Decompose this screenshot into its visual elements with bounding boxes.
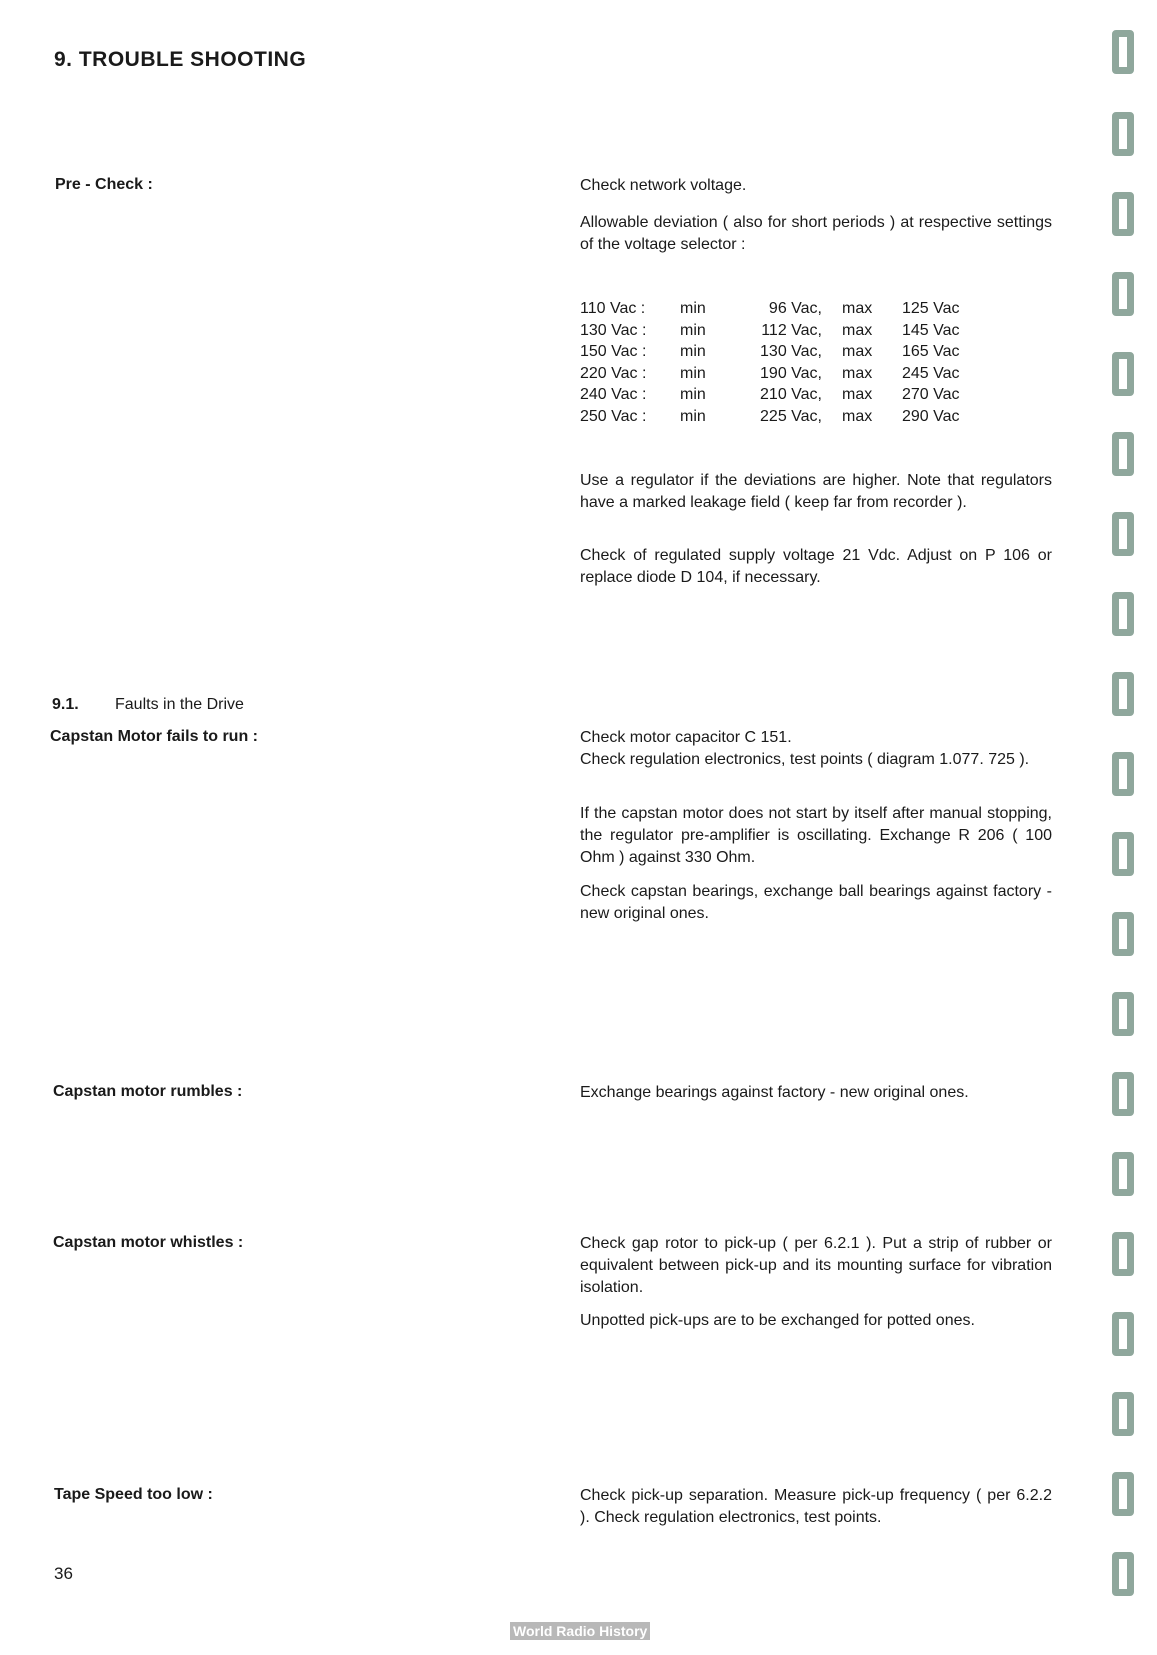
voltage-row: [580, 341, 972, 363]
voltage-max-value: 270 Vac: [902, 386, 960, 404]
voltage-row: [580, 298, 972, 320]
voltage-deviation-table: [580, 298, 972, 428]
voltage-min-label: min: [680, 407, 706, 425]
index-tab: [1112, 1312, 1134, 1356]
voltage-max-label: max: [842, 343, 873, 361]
index-tab: [1112, 752, 1134, 796]
voltage-max-value: 290 Vac: [902, 407, 960, 425]
voltage-setting: 250 Vac :: [580, 407, 647, 425]
capstan-whistles-pickups: Unpotted pick-ups are to be exchanged for potted ones.: [580, 1312, 975, 1329]
voltage-setting: 110 Vac :: [580, 300, 646, 317]
index-tab: [1112, 432, 1134, 476]
voltage-min-value: 112 Vac,: [761, 321, 822, 339]
voltage-row: [580, 384, 972, 406]
index-tab: [1112, 30, 1134, 74]
capstan-whistles-gap: Check gap rotor to pick-up ( per 6.2.1 ). Put a strip of rubber or equivalent between pick-up and its mounting surface for vibration isolation.: [580, 1235, 1052, 1296]
voltage-setting: 240 Vac :: [580, 386, 647, 404]
voltage-setting: 220 Vac :: [580, 364, 647, 382]
index-tab: [1112, 1072, 1134, 1116]
voltage-max-value: 165 Vac: [902, 343, 960, 361]
index-tab: [1112, 192, 1134, 236]
precheck-allowable-deviation: Allowable deviation ( also for short periods ) at respective settings of the voltage selector :: [580, 214, 1052, 253]
voltage-max-label: max: [842, 386, 873, 404]
index-tab: [1112, 1152, 1134, 1196]
index-tab: [1112, 1232, 1134, 1276]
page-title: 9. TROUBLE SHOOTING: [54, 48, 307, 71]
capstan-fails-regulation: Check regulation electronics, test points ( diagram 1.077. 725 ).: [580, 751, 1030, 768]
capstan-rumbles-action: Exchange bearings against factory - new original ones.: [580, 1084, 969, 1101]
voltage-setting: 130 Vac :: [580, 321, 647, 339]
voltage-max-label: max: [842, 364, 873, 382]
index-tab: [1112, 992, 1134, 1036]
voltage-max-label: max: [842, 407, 873, 425]
voltage-min-label: min: [680, 343, 706, 361]
capstan-whistles-label: Capstan motor whistles :: [53, 1234, 244, 1251]
index-tab: [1112, 272, 1134, 316]
capstan-rumbles-label: Capstan motor rumbles :: [53, 1083, 243, 1100]
index-tab: [1112, 112, 1134, 156]
voltage-min-value: 225 Vac,: [760, 407, 822, 425]
voltage-min-label: min: [680, 321, 706, 339]
voltage-setting: 150 Vac :: [580, 343, 647, 361]
voltage-row: [580, 406, 972, 428]
page-number: 36: [54, 1564, 73, 1583]
index-tab: [1112, 1552, 1134, 1596]
index-tab: [1112, 1392, 1134, 1436]
index-tab: [1112, 912, 1134, 956]
voltage-min-value: 96 Vac,: [768, 300, 822, 317]
voltage-max-value: 245 Vac: [902, 364, 960, 382]
capstan-fails-oscillating: If the capstan motor does not start by itself after manual stopping, the regulator pre-amplifier is oscillating. Exchange R 206 ( 100 Ohm ) against 330 Ohm.: [580, 805, 1052, 866]
section-number: 9.1.: [52, 696, 79, 713]
index-tab: [1112, 592, 1134, 636]
precheck-regulator-note: Use a regulator if the deviations are higher. Note that regulators have a marked leakage field ( keep far from recorder ).: [580, 472, 1052, 511]
precheck-label: Pre - Check :: [55, 176, 153, 193]
voltage-max-value: 145 Vac: [902, 321, 960, 339]
index-tab: [1112, 512, 1134, 556]
section-title: Faults in the Drive: [115, 696, 244, 713]
voltage-min-value: 130 Vac,: [760, 343, 822, 361]
voltage-max-label: max: [842, 300, 873, 317]
voltage-min-label: min: [680, 386, 706, 404]
voltage-row: [580, 320, 972, 342]
tape-speed-label: Tape Speed too low :: [54, 1486, 213, 1503]
precheck-network-voltage: Check network voltage.: [580, 177, 747, 194]
voltage-max-value: 125 Vac: [902, 300, 960, 317]
index-tab: [1112, 1472, 1134, 1516]
voltage-min-label: min: [680, 300, 706, 317]
capstan-fails-capacitor: Check motor capacitor C 151.: [580, 729, 792, 746]
precheck-supply-voltage: Check of regulated supply voltage 21 Vdc. Adjust on P 106 or replace diode D 104, if necessary.: [580, 547, 1052, 586]
voltage-max-label: max: [842, 321, 873, 339]
index-tab: [1112, 672, 1134, 716]
tape-speed-action: Check pick-up separation. Measure pick-up frequency ( per 6.2.2 ). Check regulation electronics, test points.: [580, 1487, 1052, 1526]
voltage-min-label: min: [680, 364, 706, 382]
voltage-row: [580, 363, 972, 385]
voltage-min-value: 190 Vac,: [760, 364, 822, 382]
capstan-fails-bearings: Check capstan bearings, exchange ball bearings against factory - new original ones.: [580, 883, 1052, 922]
footer-watermark: World Radio History: [510, 1622, 650, 1640]
index-tabs: [1108, 0, 1157, 1655]
voltage-min-value: 210 Vac,: [760, 386, 822, 404]
capstan-fails-label: Capstan Motor fails to run :: [50, 728, 258, 745]
index-tab: [1112, 352, 1134, 396]
index-tab: [1112, 832, 1134, 876]
